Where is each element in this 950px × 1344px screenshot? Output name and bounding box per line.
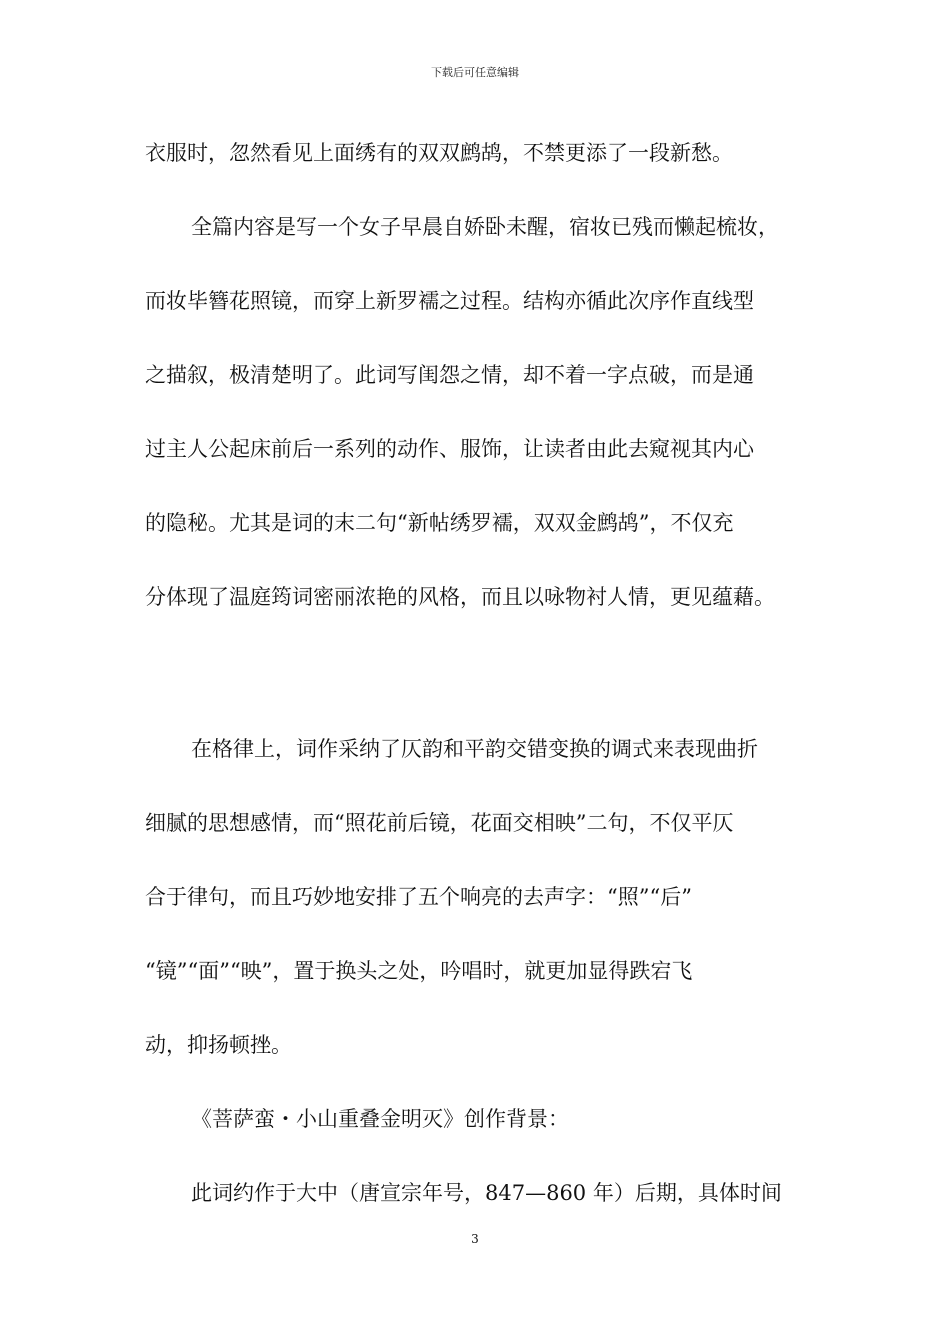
paragraph-line: 之描叙，极清楚明了。此词写闺怨之情，却不着一字点破，而是通	[145, 363, 754, 387]
paragraph-line: 在格律上，词作采纳了仄韵和平韵交错变换的调式来表现曲折	[191, 737, 758, 761]
paragraph-line: 动，抑扬顿挫。	[145, 1033, 292, 1057]
paragraph-line: 的隐秘。尤其是词的末二句“新帖绣罗襦，双双金鹧鸪”，不仅充	[145, 511, 734, 535]
paragraph-line: 而妆毕簪花照镜，而穿上新罗襦之过程。结构亦循此次序作直线型	[145, 289, 754, 313]
paragraph-line: 全篇内容是写一个女子早晨自娇卧未醒，宿妆已残而懒起梳妆，	[191, 215, 779, 239]
paragraph-line: 合于律句，而且巧妙地安排了五个响亮的去声字：“照”“后”	[145, 885, 692, 909]
paragraph-line: “镜”“面”“映”，置于换头之处，吟唱时，就更加显得跌宕飞	[145, 959, 693, 983]
paragraph-line: 过主人公起床前后一系列的动作、服饰，让读者由此去窥视其内心	[145, 437, 754, 461]
paragraph-line: 此词约作于大中（唐宣宗年号，847—860 年）后期，具体时间	[191, 1181, 782, 1205]
paragraph-line: 细腻的思想感情，而“照花前后镜，花面交相映”二句，不仅平仄	[145, 811, 734, 835]
section-heading: 《菩萨蛮・小山重叠金明灭》创作背景：	[191, 1107, 569, 1131]
page-number: 3	[471, 1232, 479, 1246]
paragraph-line: 衣服时，忽然看见上面绣有的双双鹧鸪，不禁更添了一段新愁。	[145, 141, 733, 165]
page-header: 下载后可任意编辑	[431, 66, 519, 79]
paragraph-line: 分体现了温庭筠词密丽浓艳的风格，而且以咏物衬人情，更见蕴藉。	[145, 585, 775, 609]
